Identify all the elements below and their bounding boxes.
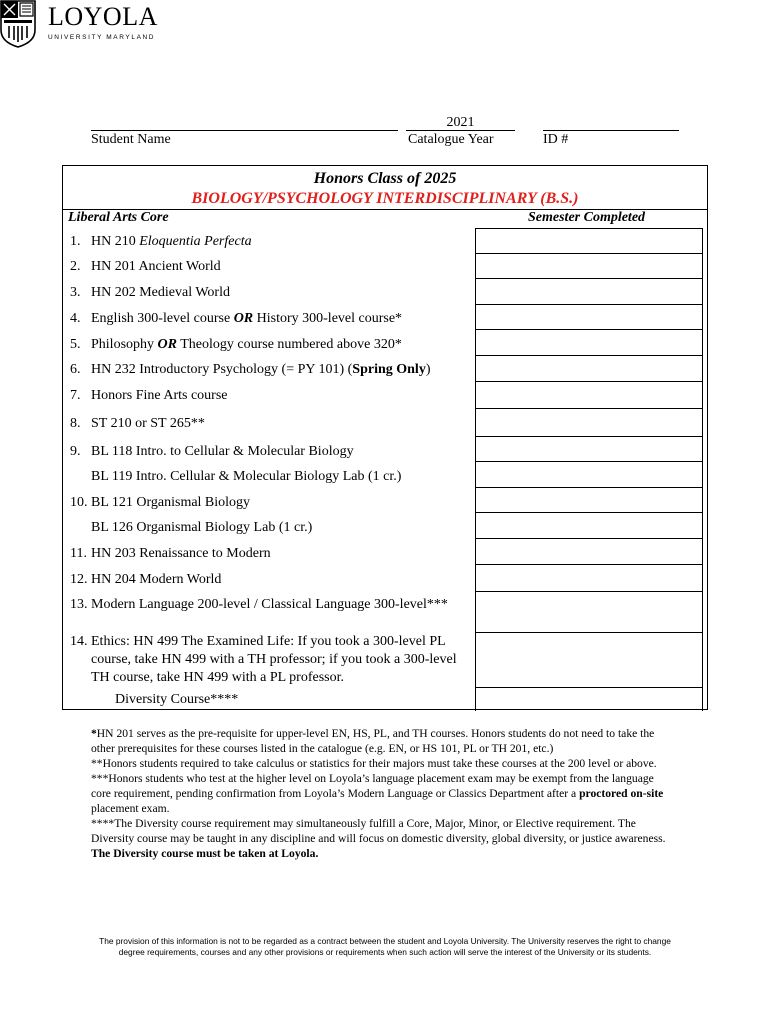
catalogue-year-label: Catalogue Year <box>408 132 494 147</box>
row-emphasis: OR <box>233 311 254 326</box>
course-row-6 <box>70 361 431 379</box>
row-number: 9. <box>70 444 81 459</box>
row-text: HN 201 Ancient World <box>91 259 221 274</box>
catalogue-year-line[interactable] <box>406 130 515 131</box>
course-row-5 <box>70 336 402 354</box>
student-name-line[interactable] <box>91 130 398 131</box>
row-text: Philosophy <box>91 337 158 352</box>
course-row-12 <box>70 571 221 589</box>
row-text: Ethics: HN 499 The Examined Life: If you took a 300-level PL course, take HN 499 with a TH professor; if you took a 300-level TH course, take HN 499 with a PL professor. <box>91 634 457 685</box>
row-number: 4. <box>70 311 81 326</box>
semester-box-1[interactable] <box>475 228 703 254</box>
row-text-post: ) <box>425 362 431 377</box>
semester-box-9[interactable] <box>475 436 703 462</box>
course-row-13 <box>70 596 451 614</box>
row-text: HN 204 Modern World <box>91 572 222 587</box>
row-number: 14. <box>70 634 88 649</box>
program-title: BIOLOGY/PSYCHOLOGY INTERDISCIPLINARY (B.S.) <box>191 190 579 207</box>
course-row-9-lab <box>70 468 401 486</box>
course-row-10 <box>70 494 250 512</box>
table-title: Honors Class of 2025 <box>313 170 457 187</box>
semester-box-10-lab[interactable] <box>475 512 703 539</box>
row-text: HN 203 Renaissance to Modern <box>91 546 271 561</box>
semester-box-diversity[interactable] <box>475 687 703 711</box>
row-text-post: History 300-level course* <box>253 311 403 326</box>
row-text: BL 126 Organismal Biology Lab (1 cr.) <box>91 520 313 535</box>
row-number: 5. <box>70 337 81 352</box>
row-number: 10. <box>70 495 88 510</box>
semester-box-10[interactable] <box>475 487 703 513</box>
footnotes <box>91 726 676 861</box>
row-emphasis: Spring Only <box>352 362 426 377</box>
semester-box-12[interactable] <box>475 564 703 592</box>
requirements-table <box>62 165 708 710</box>
semester-box-14[interactable] <box>475 632 703 688</box>
row-text: ST 210 or ST 265** <box>91 416 205 431</box>
row-number: 12. <box>70 572 88 587</box>
logo-subtitle: UNIVERSITY MARYLAND <box>48 34 156 41</box>
catalogue-year-value: 2021 <box>446 115 475 130</box>
row-text: HN 202 Medieval World <box>91 285 230 300</box>
row-text: Diversity Course**** <box>115 692 239 707</box>
diversity-course-row <box>115 691 238 709</box>
row-text: HN 232 Introductory Psychology (= PY 101) ( <box>91 362 353 377</box>
footnote-2: **Honors students required to take calculus or statistics for their majors must take these courses at the 200 level or above. <box>91 757 657 770</box>
row-text: BL 119 Intro. Cellular & Molecular Biology Lab (1 cr.) <box>91 469 402 484</box>
row-emphasis: OR <box>157 337 177 352</box>
course-row-7 <box>70 387 228 405</box>
row-number: 13. <box>70 597 88 612</box>
semester-box-4[interactable] <box>475 304 703 330</box>
row-text: HN 210 <box>91 234 140 249</box>
row-number: 11. <box>70 546 87 561</box>
semester-box-11[interactable] <box>475 538 703 565</box>
row-emphasis: Eloquentia Perfecta <box>139 234 252 249</box>
section-label: Liberal Arts Core <box>68 210 169 225</box>
row-text: BL 118 Intro. to Cellular & Molecular Biology <box>91 444 354 459</box>
semester-box-13[interactable] <box>475 591 703 633</box>
semester-completed-header: Semester Completed <box>528 210 646 225</box>
student-name-label: Student Name <box>91 132 171 147</box>
semester-box-2[interactable] <box>475 253 703 279</box>
loyola-logo <box>0 0 160 50</box>
semester-box-7[interactable] <box>475 381 703 409</box>
semester-box-6[interactable] <box>475 355 703 382</box>
course-row-9 <box>70 443 354 461</box>
course-row-10-lab <box>70 519 312 537</box>
course-row-11 <box>70 545 271 563</box>
disclaimer: The provision of this information is not to be regarded as a contract between the student and Loyola University. The University reserves the right to change degree requirements, courses and any other provisions or requirements when such action will serve the interest of the University or its students. <box>99 936 671 957</box>
semester-box-9-lab[interactable] <box>475 461 703 488</box>
course-row-4 <box>70 310 402 328</box>
row-number: 7. <box>70 388 81 403</box>
footnote-1: *HN 201 serves as the pre-requisite for upper-level EN, HS, PL, and TH courses. Honors students do not need to take the other prerequisites for these courses listed in the catalogue (e.g. EN, or HS 101, PL or TH 201, etc.) <box>91 727 655 755</box>
course-row-3 <box>70 284 230 302</box>
row-text: English 300-level course <box>91 311 234 326</box>
row-number: 1. <box>70 234 81 249</box>
course-row-8 <box>70 415 205 433</box>
row-number: 8. <box>70 416 81 431</box>
footnote-3: ***Honors students who test at the higher level on Loyola’s language placement exam may be exempt from the language core requirement, pending confirmation from Loyola’s Modern Language or Classics Department after a proctored on-site placement exam. <box>91 772 664 815</box>
id-line[interactable] <box>543 130 679 131</box>
semester-box-8[interactable] <box>475 408 703 437</box>
row-text: Honors Fine Arts course <box>91 388 228 403</box>
semester-box-5[interactable] <box>475 329 703 356</box>
footnote-4: ****The Diversity course requirement may simultaneously fulfill a Core, Major, Minor, or Elective requirement. The Diversity course may be taught in any discipline and will focus on domestic diversity, global diversity, or justice awareness. The Diversity course must be taken at Loyola. <box>91 817 666 860</box>
id-label: ID # <box>543 132 569 147</box>
row-number: 3. <box>70 285 81 300</box>
course-row-14 <box>70 633 463 687</box>
course-row-2 <box>70 258 221 276</box>
row-number: 6. <box>70 362 81 377</box>
row-text-post: Theology course numbered above 320* <box>176 337 402 352</box>
course-row-1 <box>70 233 252 251</box>
row-text: BL 121 Organismal Biology <box>91 495 251 510</box>
row-number: 2. <box>70 259 81 274</box>
university-crest-icon <box>0 0 36 48</box>
row-text: Modern Language 200-level / Classical Language 300-level*** <box>91 597 448 612</box>
logo-wordmark: LOYOLA <box>48 2 158 31</box>
semester-box-3[interactable] <box>475 278 703 305</box>
